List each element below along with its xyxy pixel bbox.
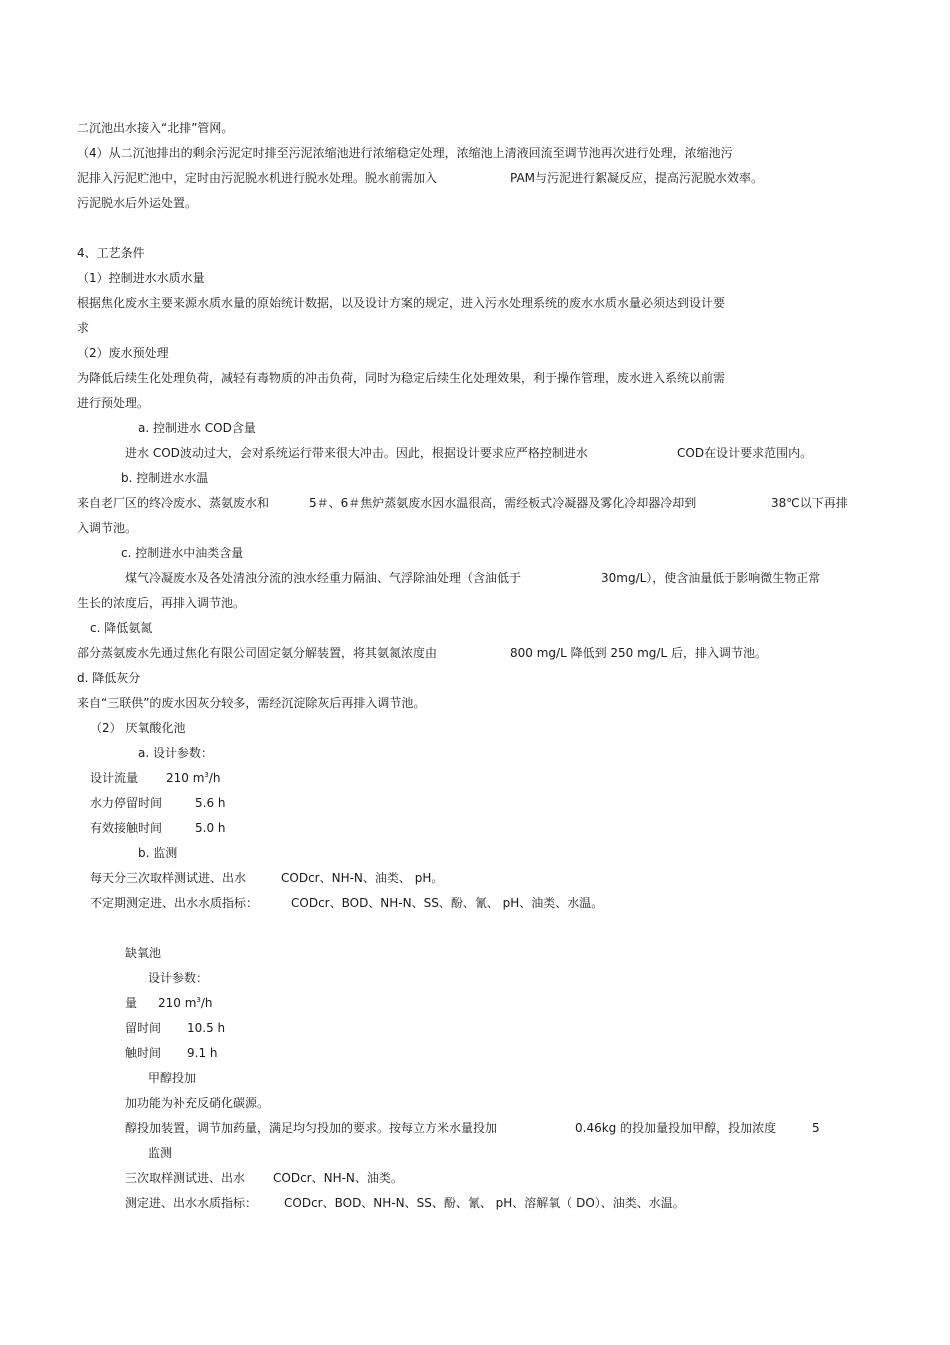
param-label: 触时间 — [125, 1046, 162, 1060]
text-line: 污泥脱水后外运处置。 — [77, 196, 198, 210]
item-heading: c. 控制进水中油类含量 — [121, 546, 244, 560]
text-segment: 30mg/L），使含油量低于影响微生物正常 — [601, 571, 821, 585]
param-value: 210 $m^3/h$ — [166, 771, 221, 785]
param-label: 有效接触时间 — [90, 821, 163, 835]
param-label: 量 — [125, 996, 138, 1010]
text-line: 为降低后续生化处理负荷，减轻有毒物质的冲击负荷，同时为稳定后续生化处理效果，利于操作管理，废水进入系统以前需 — [77, 371, 726, 385]
text-segment: COD在设计要求范围内。 — [677, 446, 813, 460]
text-segment: CODcr、NH-N、油类、 pH。 — [281, 871, 444, 885]
param-value: 10.5 h — [187, 1021, 226, 1035]
param-value: 210 $m^3/h$ — [158, 996, 213, 1010]
text-segment: 800 mg/L 降低到 250 mg/L 后，排入调节池。 — [510, 646, 767, 660]
subsection-heading: 缺氧池 — [125, 946, 162, 960]
text-segment: 0.46kg 的投加量投加甲醇，投加浓度 — [575, 1121, 777, 1135]
item-heading: b. 控制进水水温 — [121, 471, 209, 485]
text-segment: 来自老厂区的终冷废水、蒸氨废水和 — [77, 496, 270, 510]
subsection-heading: （1）控制进水水质水量 — [77, 271, 205, 285]
text-line: （4）从二沉池排出的剩余污泥定时排至污泥浓缩池进行浓缩稳定处理，浓缩池上清液回流至调节池再次进行处理，浓缩池污 — [77, 146, 733, 160]
text-segment: 38℃以下再排 — [771, 496, 848, 510]
text-line: 入调节池。 — [77, 521, 138, 535]
subsection-heading: （2）废水预处理 — [77, 346, 169, 360]
section-heading: 4、工艺条件 — [77, 246, 145, 260]
text-segment: 测定进、出水水质指标： — [125, 1196, 258, 1210]
text-line: 加功能为补充反硝化碳源。 — [125, 1096, 270, 1110]
text-segment: 不定期测定进、出水水质指标： — [90, 896, 259, 910]
param-value: 5.6 h — [195, 796, 226, 810]
text-segment: 进水 COD波动过大，会对系统运行带来很大冲击。因此，根据设计要求应严格控制进水 — [125, 446, 588, 460]
item-heading: 监测 — [148, 1146, 173, 1160]
text-segment: 5 — [812, 1121, 820, 1135]
text-segment: 醇投加装置，调节加药量，满足均匀投加的要求。按每立方米水量投加 — [125, 1121, 498, 1135]
text-segment: 泥排入污泥贮池中，定时由污泥脱水机进行脱水处理。脱水前需加入 — [77, 171, 438, 185]
item-heading: a. 设计参数： — [138, 746, 213, 760]
text-line: 生长的浓度后，再排入调节池。 — [77, 596, 246, 610]
text-segment: CODcr、BOD、NH-N、SS、酚、氰、 pH、溶解氧（ DO）、油类、水温。 — [284, 1196, 685, 1210]
text-line: 根据焦化废水主要来源水质水量的原始统计数据，以及设计方案的规定，进入污水处理系统的废水水质水量必须达到设计要 — [77, 296, 726, 310]
text-segment: 每天分三次取样测试进、出水 — [90, 871, 247, 885]
text-segment: CODcr、NH-N、油类。 — [273, 1171, 403, 1185]
text-segment: 三次取样测试进、出水 — [125, 1171, 246, 1185]
item-heading: d. 降低灰分 — [77, 671, 141, 685]
text-line: 求 — [77, 321, 90, 335]
param-label: 水力停留时间 — [90, 796, 163, 810]
item-heading: a. 控制进水 COD含量 — [138, 421, 256, 435]
item-heading: c. 降低氨氮 — [90, 621, 153, 635]
param-label: 留时间 — [125, 1021, 162, 1035]
subsection-heading: （2） 厌氧酸化池 — [90, 721, 186, 735]
text-line: 二沉池出水接入“北排”管网。 — [77, 121, 234, 135]
text-segment: 部分蒸氨废水先通过焦化有限公司固定氨分解装置，将其氨氮浓度由 — [77, 646, 438, 660]
text-segment: 5＃、6＃焦炉蒸氨废水因水温很高，需经板式冷凝器及雾化冷却器冷却到 — [309, 496, 697, 510]
text-segment: 煤气冷凝废水及各处清浊分流的浊水经重力隔油、气浮除油处理（含油低于 — [125, 571, 522, 585]
param-value: 9.1 h — [187, 1046, 218, 1060]
text-segment: CODcr、BOD、NH-N、SS、酚、氰、 pH、油类、水温。 — [291, 896, 604, 910]
text-segment: PAM与污泥进行絮凝反应，提高污泥脱水效率。 — [510, 171, 764, 185]
item-heading: 设计参数： — [148, 971, 209, 985]
param-label: 设计流量 — [90, 771, 139, 785]
item-heading: 甲醇投加 — [148, 1071, 197, 1085]
item-heading: b. 监测 — [138, 846, 178, 860]
text-line: 进行预处理。 — [77, 396, 150, 410]
param-value: 5.0 h — [195, 821, 226, 835]
text-line: 来自“三联供”的废水因灰分较多，需经沉淀除灰后再排入调节池。 — [77, 696, 426, 710]
